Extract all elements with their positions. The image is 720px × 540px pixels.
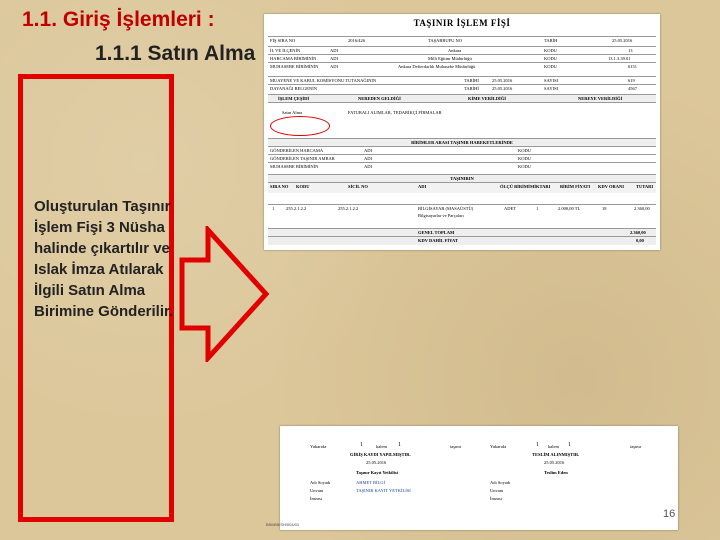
doc-row-dayanak	[268, 84, 656, 93]
sig-field-label: Adı Soyadı	[310, 480, 331, 485]
row-code: 13.1.3.39.01	[608, 56, 631, 61]
sig-suffix: taşınır	[450, 444, 462, 449]
row-label: İL VE İLÇENİN	[270, 48, 301, 53]
sig-prefix: Yukarıda	[310, 444, 327, 449]
row-sayi: SAYISI	[544, 86, 559, 91]
sig-kalem: kalem	[548, 444, 559, 449]
row-label: GÖNDERİLEN HARCAMA	[270, 148, 324, 153]
table-header-row	[268, 182, 656, 193]
sig-field-label: İmzası	[310, 496, 322, 501]
doc-row-muhasebe	[268, 62, 656, 71]
tasinir-islem-fisi-document	[264, 14, 660, 250]
row-value: Ankara	[448, 48, 462, 53]
sig-role: Taşınır Kayıt Yetkilisi	[356, 470, 398, 475]
footer-code: BSM05/SH/004/01	[266, 522, 300, 527]
row-date: 25.05.2016	[492, 78, 513, 83]
signature-left	[280, 426, 478, 530]
row-date: 25.05.2016	[492, 86, 513, 91]
sig-field-label: Adı Soyadı	[490, 480, 511, 485]
col-header: KDV ORANI	[598, 184, 625, 189]
fis-sira-label: FİŞ SIRA NO	[270, 38, 296, 43]
sig-count: 1	[360, 442, 363, 448]
sig-count: 1	[536, 442, 539, 448]
fis-sira-value: 2016/426	[348, 38, 366, 43]
cell-kdv: 18	[602, 206, 607, 211]
row-label: MUAYENE VE KABUL KOMİSYONU TUTANAĞININ	[270, 78, 377, 83]
tasinir-header: TAŞINIRIN	[268, 174, 656, 183]
total-label: KDV DAHİL FİYAT	[418, 238, 458, 243]
cell-miktar: 1	[536, 206, 539, 211]
row-adi: ADI	[330, 48, 338, 53]
row-adi: ADI	[364, 164, 372, 169]
table-row-note	[268, 212, 656, 220]
date-value: 25.05.2016	[612, 38, 633, 43]
col-header: TUTARI	[636, 184, 654, 189]
birimler-row	[268, 162, 656, 171]
page-number: 16	[663, 508, 676, 520]
row-kodu: KODU	[544, 64, 557, 69]
sig-field-value: AHMET BİLGİ	[356, 480, 386, 485]
col-header: SİCİL NO	[348, 184, 368, 189]
sig-field-label: Unvanı	[490, 488, 504, 493]
islem-source: FATURALI ALIMLAR, TEDARİKÇİ FİRMALAR	[348, 110, 442, 115]
islem-type: Satın Alma	[282, 110, 303, 115]
cell-olcu: ADET	[504, 206, 516, 211]
cell-sira: 1	[272, 206, 275, 211]
sig-role: Teslim Eden	[544, 470, 568, 475]
col-header: MİKTARI	[530, 184, 551, 189]
sig-field-value: TAŞINIR KAYIT YETKİLİSİ	[356, 488, 411, 493]
row-kodu: KODU	[544, 48, 557, 53]
col-header: SIRA NO	[270, 184, 289, 189]
row-label: MUHASEBE BİRİMİNİN	[270, 64, 319, 69]
signature-right	[480, 426, 678, 530]
row-label: DAYANAĞI BELGENİN	[270, 86, 317, 91]
islem-col2: NEREDEN GELDİĞİ	[358, 96, 401, 101]
col-header: BİRİM FİYATI	[560, 184, 591, 189]
sig-date: 25.05.2016	[544, 460, 565, 465]
sig-count2: 1	[568, 442, 571, 448]
cell-note: Bilgisayarlar ve Parçaları	[418, 213, 464, 218]
sig-suffix: taşınır	[630, 444, 642, 449]
islem-col4: NEREYE VERİLDİĞİ	[578, 96, 623, 101]
sig-field-label: İmzası	[490, 496, 502, 501]
total-value: 0,00	[636, 238, 644, 243]
cell-sicil: 255.2.1.2.2	[338, 206, 359, 211]
row-sayi: SAYISI	[544, 78, 559, 83]
col-header: KODU	[296, 184, 310, 189]
slide-subtitle: 1.1.1 Satın Alma	[95, 42, 256, 65]
doc-header-row	[268, 36, 656, 45]
row-tarih: TARİHİ	[464, 86, 479, 91]
row-value: Milli Eğitim Müdürlüğü	[428, 56, 472, 61]
sig-date: 25.05.2016	[366, 460, 387, 465]
row-kodu: KODU	[518, 148, 531, 153]
row-number: 4567	[628, 86, 637, 91]
row-kodu: KODU	[518, 156, 531, 161]
cell-adi: BİLGİSAYAR (MASAÜSTÜ)	[418, 206, 474, 211]
col-header: ÖLÇÜ BİRİMİ	[500, 184, 530, 189]
row-code: 13	[628, 48, 633, 53]
sig-field-label: Unvanı	[310, 488, 324, 493]
date-label: TARİH	[544, 38, 558, 43]
sig-count2: 1	[398, 442, 401, 448]
islem-col3: KİME VERİLDİĞİ	[468, 96, 507, 101]
row-adi: ADI	[364, 156, 372, 161]
slide-body-text: Oluşturulan Taşınır İşlem Fişi 3 Nüsha halinde çıkartılır ve Islak İmza Atılarak İlgili Satın Alma Birimine Gönderilir.	[34, 198, 174, 320]
row-code: 6151	[628, 64, 637, 69]
row-value: Ankara Defterdarlık Muhasebe Müdürlüğü	[398, 64, 476, 69]
total-value: 2.360,00	[630, 230, 646, 235]
row-adi: ADI	[330, 64, 338, 69]
highlight-ellipse	[270, 116, 330, 136]
birimler-header: BİRİMLER ARASI TAŞINIR HAREKETLERİNDE	[268, 138, 656, 147]
cell-tutar: 2.360,00	[634, 206, 650, 211]
row-number: 619	[628, 78, 635, 83]
cell-kodu: 255.2.1.2.2	[286, 206, 307, 211]
row-label: GÖNDERİLEN TAŞINIR AMBAR	[270, 156, 335, 161]
signature-section	[280, 426, 678, 530]
total-label: GENEL TOPLAM	[418, 230, 455, 235]
document-title: TAŞINIR İŞLEM FİŞİ	[413, 18, 511, 28]
row-adi: ADI	[330, 56, 338, 61]
slide-title: 1.1. Giriş İşlemleri :	[22, 8, 215, 31]
sig-kalem: kalem	[376, 444, 387, 449]
total-row	[268, 236, 656, 245]
sig-line1: GİRİŞ KAYDI YAPILMIŞTIR.	[350, 452, 411, 457]
row-tarih: TARİHİ	[464, 78, 479, 83]
row-adi: ADI	[364, 148, 372, 153]
sig-line1: TESLİM ALINMIŞTIR.	[532, 452, 580, 457]
islem-col1: İŞLEM ÇEŞİDİ	[278, 96, 310, 101]
cell-birim: 2.000,00 TL	[558, 206, 581, 211]
row-kodu: KODU	[544, 56, 557, 61]
type-label: TAŞARRUFU NO	[428, 38, 463, 43]
col-header: ADI	[418, 184, 427, 189]
islem-row	[268, 102, 656, 123]
row-label: HARCAMA BİRİMİNİN	[270, 56, 317, 61]
row-label: MUHASEBE BİRİMİNİN	[270, 164, 319, 169]
right-arrow-icon	[178, 226, 270, 362]
sig-prefix: Yukarıda	[490, 444, 507, 449]
row-kodu: KODU	[518, 164, 531, 169]
